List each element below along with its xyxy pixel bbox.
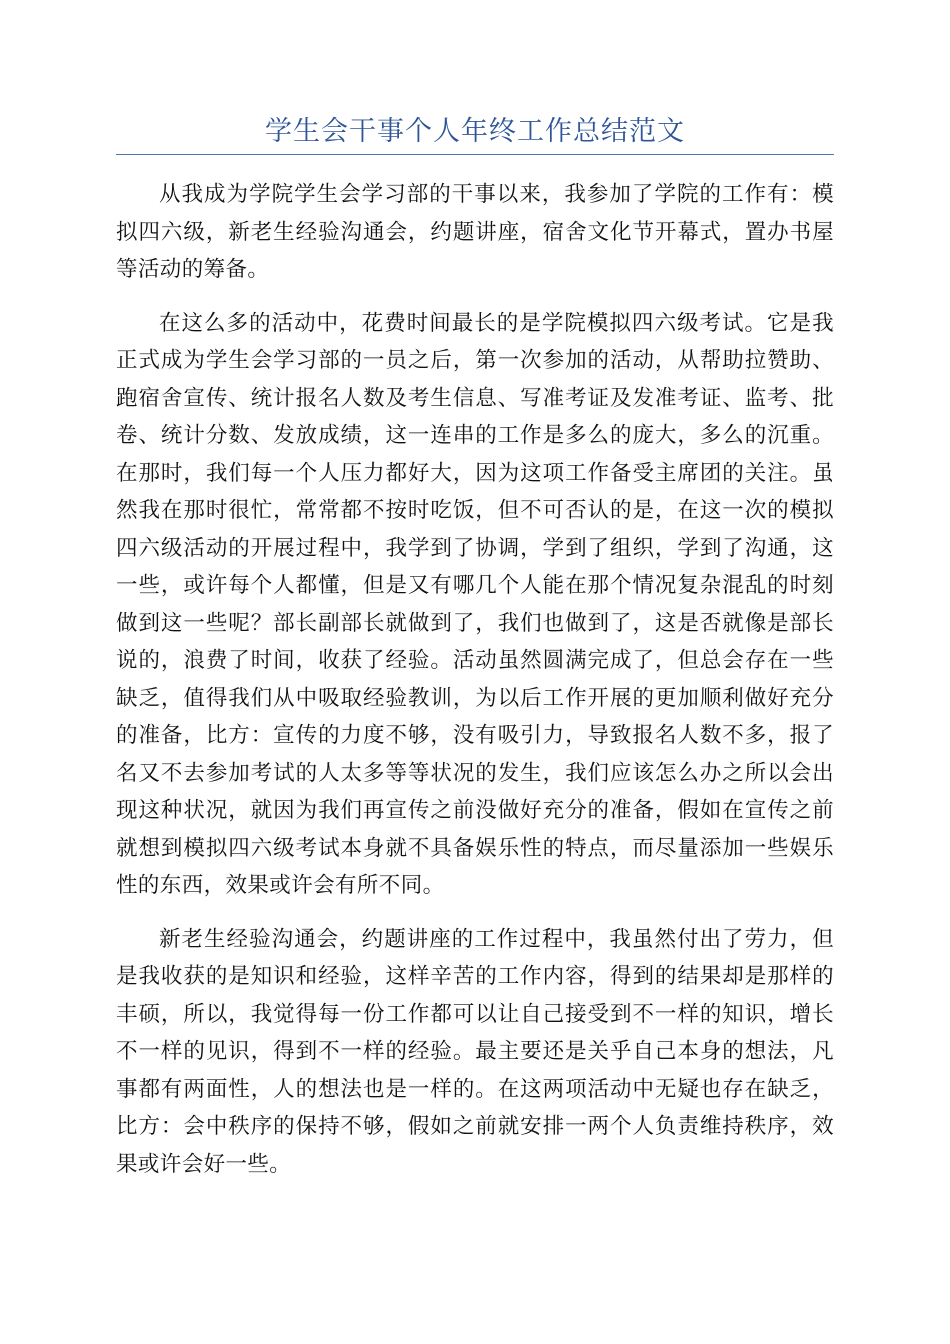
paragraph-3: 新老生经验沟通会，约题讲座的工作过程中，我虽然付出了劳力，但是我收获的是知识和经验，这样辛苦的工作内容，得到的结果却是那样的丰硕，所以，我觉得每一份工作都可以让自己接受到不一样的知识，增长不一样的见识，得到不一样的经验。最主要还是关乎自己本身的想法，凡事都有两面性，人的想法也是一样的。在这两项活动中无疑也存在缺乏，比方：会中秩序的保持不够，假如之前就安排一两个人负责维持秩序，效果或许会好一些。 [116,926,834,1177]
document-body [116,176,834,1199]
document-title: 学生会干事个人年终工作总结范文 [265,116,685,147]
paragraph-1: 从我成为学院学生会学习部的干事以来，我参加了学院的工作有：模拟四六级，新老生经验沟通会，约题讲座，宿舍文化节开幕式，置办书屋等活动的筹备。 [116,182,834,282]
paragraph-2: 在这么多的活动中，花费时间最长的是学院模拟四六级考试。它是我正式成为学生会学习部的一员之后，第一次参加的活动，从帮助拉赞助、跑宿舍宣传、统计报名人数及考生信息、写准考证及发准考证、监考、批卷、统计分数、发放成绩，这一连串的工作是多么的庞大，多么的沉重。在那时，我们每一个人压力都好大，因为这项工作备受主席团的关注。虽然我在那时很忙，常常都不按时吃饭，但不可否认的是，在这一次的模拟四六级活动的开展过程中，我学到了协调，学到了组织，学到了沟通，这一些，或许每个人都懂，但是又有哪几个人能在那个情况复杂混乱的时刻做到这一些呢？部长副部长就做到了，我们也做到了，这是否就像是部长说的，浪费了时间，收获了经验。活动虽然圆满完成了，但总会存在一些缺乏，值得我们从中吸取经验教训，为以后工作开展的更加顺利做好充分的准备，比方：宣传的力度不够，没有吸引力，导致报名人数不多，报了名又不去参加考试的人太多等等状况的发生，我们应该怎么办之所以会出现这种状况，就因为我们再宣传之前没做好充分的准备，假如在宣传之前就想到模拟四六级考试本身就不具备娱乐性的特点，而尽量添加一些娱乐性的东西，效果或许会有所不同。 [116,310,834,898]
title-underline [116,154,834,155]
